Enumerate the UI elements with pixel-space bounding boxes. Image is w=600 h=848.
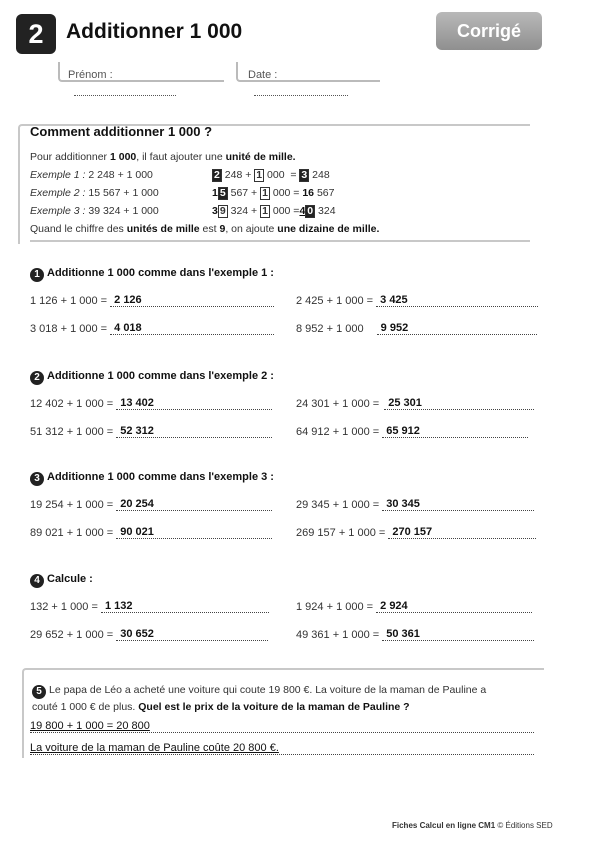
rule-bold: unités de mille — [126, 223, 200, 235]
lesson-underline — [30, 240, 530, 242]
digit-box: 3 — [301, 169, 308, 181]
answer-field[interactable]: 270 157 — [388, 526, 536, 539]
example-expr: 2 248 + 1 000 — [88, 169, 153, 181]
exercise-3-item-3 — [30, 526, 272, 539]
sol-text: 248 + — [221, 169, 255, 181]
digit-box: 1 — [262, 187, 268, 199]
sol-digit: 4 — [299, 205, 306, 217]
question: 8 952 + 1 000 — [296, 323, 364, 335]
lesson-heading: Comment additionner 1 000 ? — [30, 124, 213, 139]
question: 1 126 + 1 000 = — [30, 295, 108, 307]
exercise-4-item-4 — [296, 628, 534, 641]
exercise-3-item-4 — [296, 526, 536, 539]
answer-field[interactable]: 90 021 — [116, 526, 272, 539]
problem-answer-1 — [30, 720, 534, 733]
example-expr: 39 324 + 1 000 — [88, 205, 159, 217]
sol-text: 000 = — [269, 205, 300, 217]
footer-publisher: © Éditions SED — [495, 821, 553, 830]
example-label: Exemple 1 : — [30, 169, 86, 181]
question: 29 345 + 1 000 = — [296, 499, 380, 511]
exercise-3-item-1 — [30, 498, 272, 511]
exercise-3-heading — [30, 471, 274, 486]
answer-field[interactable]: 19 800 + 1 000 = 20 800 — [30, 720, 534, 733]
answer-field[interactable]: 52 312 — [116, 425, 272, 438]
problem-statement — [32, 682, 538, 715]
question: 12 402 + 1 000 = — [30, 398, 114, 410]
prenom-dots — [74, 95, 176, 96]
answer-field[interactable]: 30 345 — [382, 498, 534, 511]
answer-field[interactable]: 50 361 — [382, 628, 534, 641]
exercise-title: Additionne 1 000 comme dans l'exemple 2 : — [47, 370, 274, 382]
exercise-3-item-2 — [296, 498, 534, 511]
prenom-field[interactable] — [58, 62, 224, 82]
example-1-solution — [212, 169, 330, 182]
answer-field[interactable]: 65 912 — [382, 425, 528, 438]
question: 3 018 + 1 000 = — [30, 323, 108, 335]
sheet-number: 2 — [16, 14, 56, 54]
answer-field[interactable]: 4 018 — [110, 322, 274, 335]
sol-text: 000 = — [269, 187, 303, 199]
question: 1 924 + 1 000 = — [296, 601, 374, 613]
sol-digit: 1 — [212, 187, 218, 199]
answer-field[interactable]: 2 924 — [376, 600, 532, 613]
footer — [392, 821, 553, 830]
answer-field[interactable]: 2 126 — [110, 294, 274, 307]
digit-box: 5 — [219, 187, 226, 199]
answer-field[interactable]: 9 952 — [377, 322, 537, 335]
exercise-2-item-4 — [296, 425, 528, 438]
question: 64 912 + 1 000 = — [296, 426, 380, 438]
exercise-title: Calcule : — [47, 573, 93, 585]
problem-text: Le papa de Léo a acheté une voiture qui coute 19 800 €. La voiture de la maman de Pauline a — [49, 684, 487, 696]
question: 269 157 + 1 000 = — [296, 527, 386, 539]
rule-bold: 9 — [219, 223, 226, 235]
example-label: Exemple 3 : — [30, 205, 86, 217]
answer-field[interactable]: 13 402 — [116, 397, 272, 410]
digit-box: 0 — [307, 205, 314, 217]
digit-box: 1 — [256, 169, 263, 181]
question: 49 361 + 1 000 = — [296, 629, 380, 641]
prenom-label: Prénom : — [68, 69, 113, 81]
exercise-1-heading — [30, 267, 274, 282]
lesson-intro — [30, 151, 296, 163]
footer-title: Fiches Calcul en ligne CM1 — [392, 821, 496, 830]
exercise-1-item-2 — [296, 294, 538, 307]
example-label: Exemple 2 : — [30, 187, 86, 199]
example-2-solution — [212, 187, 334, 200]
answer-field[interactable]: 1 132 — [101, 600, 269, 613]
exercise-4-item-1 — [30, 600, 269, 613]
question: 2 425 + 1 000 = — [296, 295, 374, 307]
exercise-1-item-3 — [30, 322, 274, 335]
rule-bold: une dizaine de mille. — [277, 223, 380, 235]
exercise-number-badge: 1 — [30, 268, 44, 282]
answer-field[interactable]: 25 301 — [384, 397, 534, 410]
rule-text: est — [199, 223, 220, 235]
exercise-2-item-3 — [30, 425, 272, 438]
exercise-1-item-1 — [30, 294, 274, 307]
answer-field[interactable]: La voiture de la maman de Pauline coûte 20 800 €. — [30, 742, 534, 755]
exercise-1-item-4 — [296, 322, 537, 335]
exercise-number-badge: 5 — [32, 685, 46, 699]
question: 19 254 + 1 000 = — [30, 499, 114, 511]
question: 132 + 1 000 = — [30, 601, 98, 613]
exercise-4-item-2 — [296, 600, 532, 613]
corrige-badge: Corrigé — [436, 12, 542, 50]
intro-text: Pour additionner — [30, 151, 110, 163]
sol-text: 567 + — [227, 187, 261, 199]
problem-question: Quel est le prix de la voiture de la maman de Pauline ? — [138, 701, 410, 713]
exercise-number-badge: 3 — [30, 472, 44, 486]
sol-digit: 3 — [212, 205, 218, 217]
example-expr: 15 567 + 1 000 — [88, 187, 159, 199]
sol-text: 000 = — [264, 169, 300, 181]
question: 51 312 + 1 000 = — [30, 426, 114, 438]
exercise-4-heading — [30, 573, 93, 588]
digit-box: 9 — [219, 205, 226, 217]
example-3-solution — [212, 205, 336, 218]
intro-bold-2: unité de mille. — [225, 151, 296, 163]
exercise-title: Additionne 1 000 comme dans l'exemple 1 : — [47, 267, 274, 279]
exercise-number-badge: 2 — [30, 371, 44, 385]
date-dots — [254, 95, 348, 96]
sol-text: 324 — [315, 205, 336, 217]
problem-text: couté 1 000 € de plus. — [32, 701, 139, 713]
example-3-label — [30, 205, 159, 217]
date-label: Date : — [248, 69, 278, 81]
question: 24 301 + 1 000 = — [296, 398, 380, 410]
sol-text: 248 — [309, 169, 330, 181]
date-field[interactable] — [236, 62, 380, 82]
exercise-2-heading — [30, 370, 274, 385]
rule-text: Quand le chiffre des — [30, 223, 127, 235]
digit-box: 2 — [214, 169, 220, 181]
digit-box: 1 — [262, 205, 268, 217]
exercise-2-item-2 — [296, 397, 534, 410]
exercise-2-item-1 — [30, 397, 272, 410]
answer-field[interactable]: 30 652 — [116, 628, 268, 641]
problem-answer-2 — [30, 742, 534, 755]
question: 89 021 + 1 000 = — [30, 527, 114, 539]
example-2-label — [30, 187, 159, 199]
answer-field[interactable]: 20 254 — [116, 498, 272, 511]
example-1-label — [30, 169, 153, 181]
answer-field[interactable]: 3 425 — [376, 294, 538, 307]
intro-bold-1: 1 000 — [109, 151, 137, 163]
exercise-4-item-3 — [30, 628, 268, 641]
lesson-rule — [30, 223, 379, 235]
question: 29 652 + 1 000 = — [30, 629, 114, 641]
exercise-number-badge: 4 — [30, 574, 44, 588]
intro-text-2: , il faut ajouter une — [136, 151, 226, 163]
page-title: Additionner 1 000 — [66, 20, 243, 43]
sol-text: 567 — [314, 187, 335, 199]
rule-text: , on ajoute — [225, 223, 278, 235]
exercise-title: Additionne 1 000 comme dans l'exemple 3 : — [47, 471, 274, 483]
sol-text: 324 + — [227, 205, 261, 217]
sol-digit: 16 — [302, 187, 315, 199]
